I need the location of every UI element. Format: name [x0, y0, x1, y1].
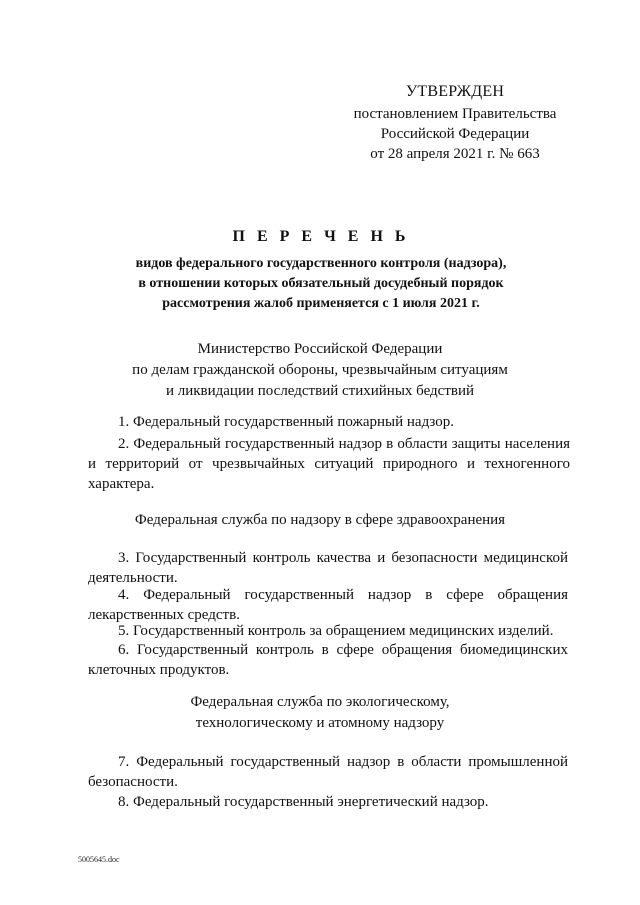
document-code: 5005645.doc [78, 855, 120, 864]
list-item: 5. Государственный контроль за обращением медицинских изделий. [118, 623, 554, 639]
list-item: 1. Федеральный государственный пожарный надзор. [118, 414, 454, 430]
section-title-line: по делам гражданской обороны, чрезвычайным ситуациям [132, 362, 508, 378]
section-title-line: Федеральная служба по надзору в сфере здравоохранения [134, 512, 506, 528]
section-title-line: и ликвидации последствий стихийных бедствий [165, 383, 475, 399]
heading-title: П Е Р Е Ч Е Н Ь [232, 228, 410, 245]
section-title-line: технологическому и атомному надзору [195, 715, 445, 731]
section-title-rostekhnadzor [70, 692, 570, 734]
heading-line-3: рассмотрения жалоб применяется с 1 июля 2021 г. [162, 296, 480, 311]
approval-line-3: от 28 апреля 2021 г. № 663 [370, 146, 540, 162]
section-title-mchs [70, 339, 570, 402]
list-item: 8. Федеральный государственный энергетический надзор. [118, 794, 489, 810]
heading-line-2: в отношении которых обязательный досудебный порядок [138, 276, 504, 291]
list-item: 7. Федеральный государственный надзор в области промышленной безопасности. [88, 754, 568, 790]
list-item: 4. Федеральный государственный надзор в сфере обращения лекарственных средств. [88, 587, 568, 623]
list-item: 3. Государственный контроль качества и безопасности медицинской деятельности. [88, 550, 568, 586]
approval-title: УТВЕРЖДЕН [405, 83, 505, 100]
heading-line-1: видов федерального государственного контроля (надзора), [135, 256, 507, 271]
section-title-roszdravnadzor [70, 510, 570, 531]
section-title-line: Федеральная служба по экологическому, [190, 694, 450, 710]
approval-line-2: Российской Федерации [380, 126, 530, 142]
document-heading [90, 228, 552, 314]
list-item: 2. Федеральный государственный надзор в области защиты населения и территорий от чрезвычайных ситуаций природного и техногенного характера. [88, 436, 570, 492]
approval-line-1: постановлением Правительства [353, 106, 557, 122]
approval-block [330, 82, 580, 164]
section-title-line: Министерство Российской Федерации [197, 341, 443, 357]
list-item: 6. Государственный контроль в сфере обращения биомедицинских клеточных продуктов. [88, 642, 568, 678]
